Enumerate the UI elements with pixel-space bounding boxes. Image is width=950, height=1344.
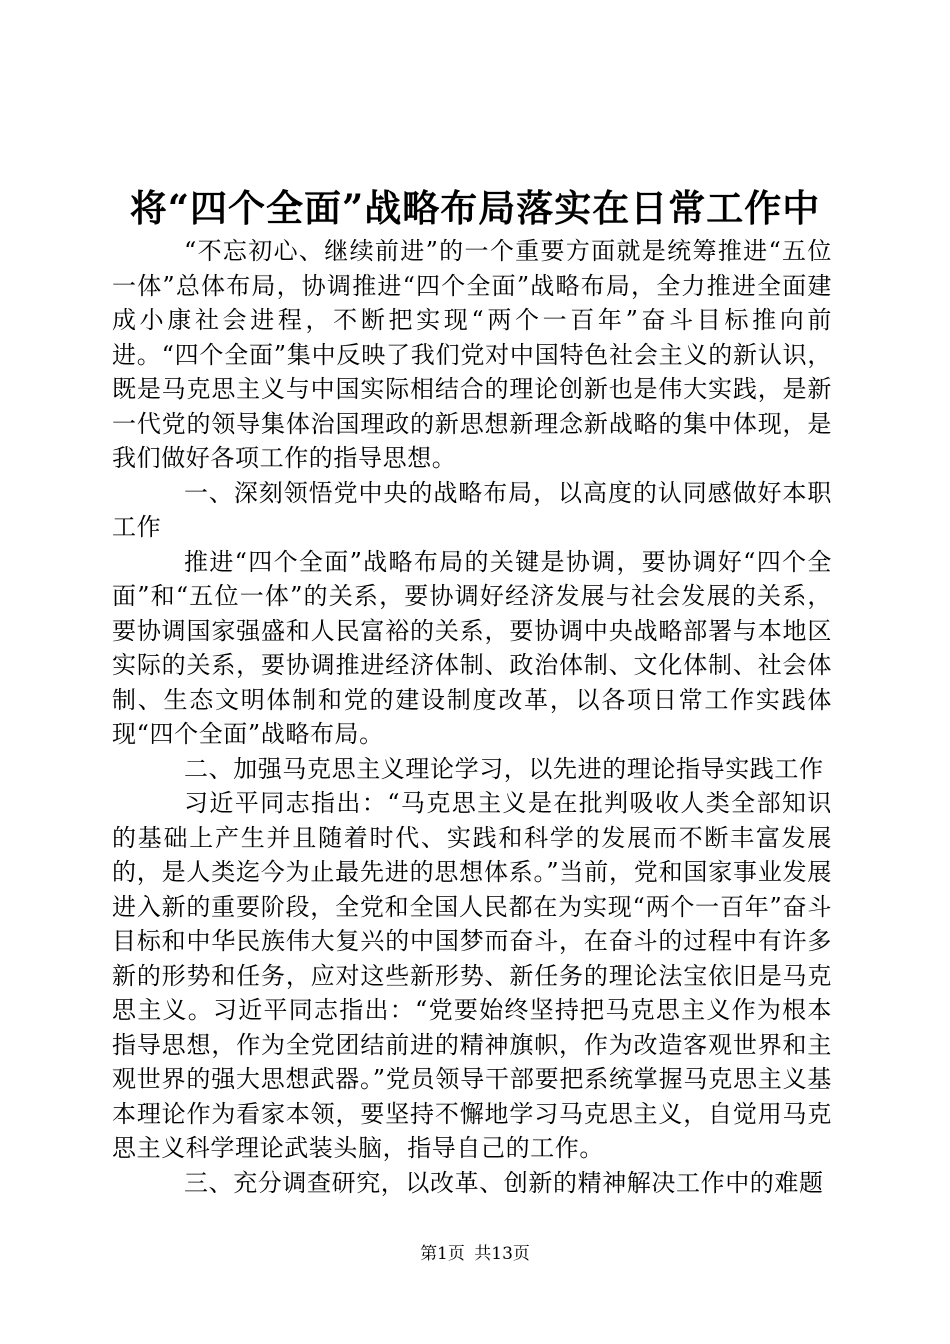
paragraph-section-2: 习近平同志指出：“马克思主义是在批判吸收人类全部知识的基础上产生并且随着时代、实践和科学的发展而不断丰富发展的，是人类迄今为止最先进的思想体系。”当前，党和国家事业发展进入新的重要阶段，全党和全国人民都在为实现“两个一百年”奋斗目标和中华民族伟大复兴的中国梦而奋斗，在奋斗的过程中有许多新的形势和任务，应对这些新形势、新任务的理论法宝依旧是马克思主义。习近平同志指出：“党要始终坚持把马克思主义作为根本指导思想，作为全党团结前进的精神旗帜，作为改造客观世界和主观世界的强大思想武器。”党员领导干部要把系统掌握马克思主义基本理论作为看家本领，要坚持不懈地学习马克思主义，自觉用马克思主义科学理论武装头脑，指导自己的工作。 <box>112 789 832 1162</box>
document-title: 将“四个全面”战略布局落实在日常工作中 <box>129 186 821 230</box>
page-total: 共13页 <box>474 1244 530 1264</box>
section-heading-2: 二、加强马克思主义理论学习，以先进的理论指导实践工作 <box>184 754 824 783</box>
section-heading-1: 一、深刻领悟党中央的战略布局，以高度的认同感做好本职工作 <box>112 478 832 541</box>
page-footer <box>0 1242 950 1266</box>
paragraph-intro: “不忘初心、继续前进”的一个重要方面就是统筹推进“五位一体”总体布局，协调推进“四个全面”战略布局，全力推进全面建成小康社会进程，不断把实现“两个一百年”奋斗目标推向前进。“四个全面”集中反映了我们党对中国特色社会主义的新认识，既是马克思主义与中国实际相结合的理论创新也是伟大实践，是新一代党的领导集体治国理政的新思想新理念新战略的集中体现，是我们做好各项工作的指导思想。 <box>112 237 832 472</box>
section-heading-3: 三、充分调查研究，以改革、创新的精神解决工作中的难题 <box>184 1168 824 1197</box>
document-body <box>112 234 832 1200</box>
page-number: 第1页 <box>420 1244 465 1264</box>
paragraph-section-1: 推进“四个全面”战略布局的关键是协调，要协调好“四个全面”和“五位一体”的关系，要协调好经济发展与社会发展的关系，要协调国家强盛和人民富裕的关系，要协调中央战略部署与本地区实际的关系，要协调推进经济体制、政治体制、文化体制、社会体制、生态文明体制和党的建设制度改革，以各项日常工作实践体现“四个全面”战略布局。 <box>112 547 832 748</box>
